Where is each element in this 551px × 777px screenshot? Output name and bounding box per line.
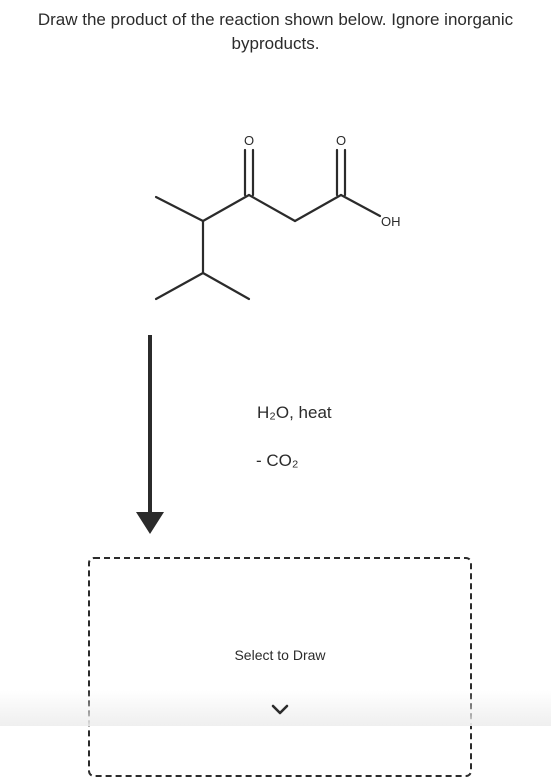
select-to-draw-label: Select to Draw — [234, 647, 326, 663]
reagent-condition: H₂O, heat — [257, 403, 332, 422]
acid-oxygen-label: O — [335, 133, 347, 148]
select-to-draw-area[interactable] — [88, 557, 472, 777]
co2-loss-condition: - CO₂ — [256, 451, 299, 470]
chevron-down-icon[interactable] — [268, 700, 292, 720]
question-line-1: Draw the product of the reaction shown below. Ignore inorganic — [37, 10, 514, 29]
question-line-2: byproducts. — [231, 34, 320, 53]
ketone-oxygen-label: O — [243, 133, 255, 148]
hydroxyl-label: OH — [381, 214, 401, 229]
